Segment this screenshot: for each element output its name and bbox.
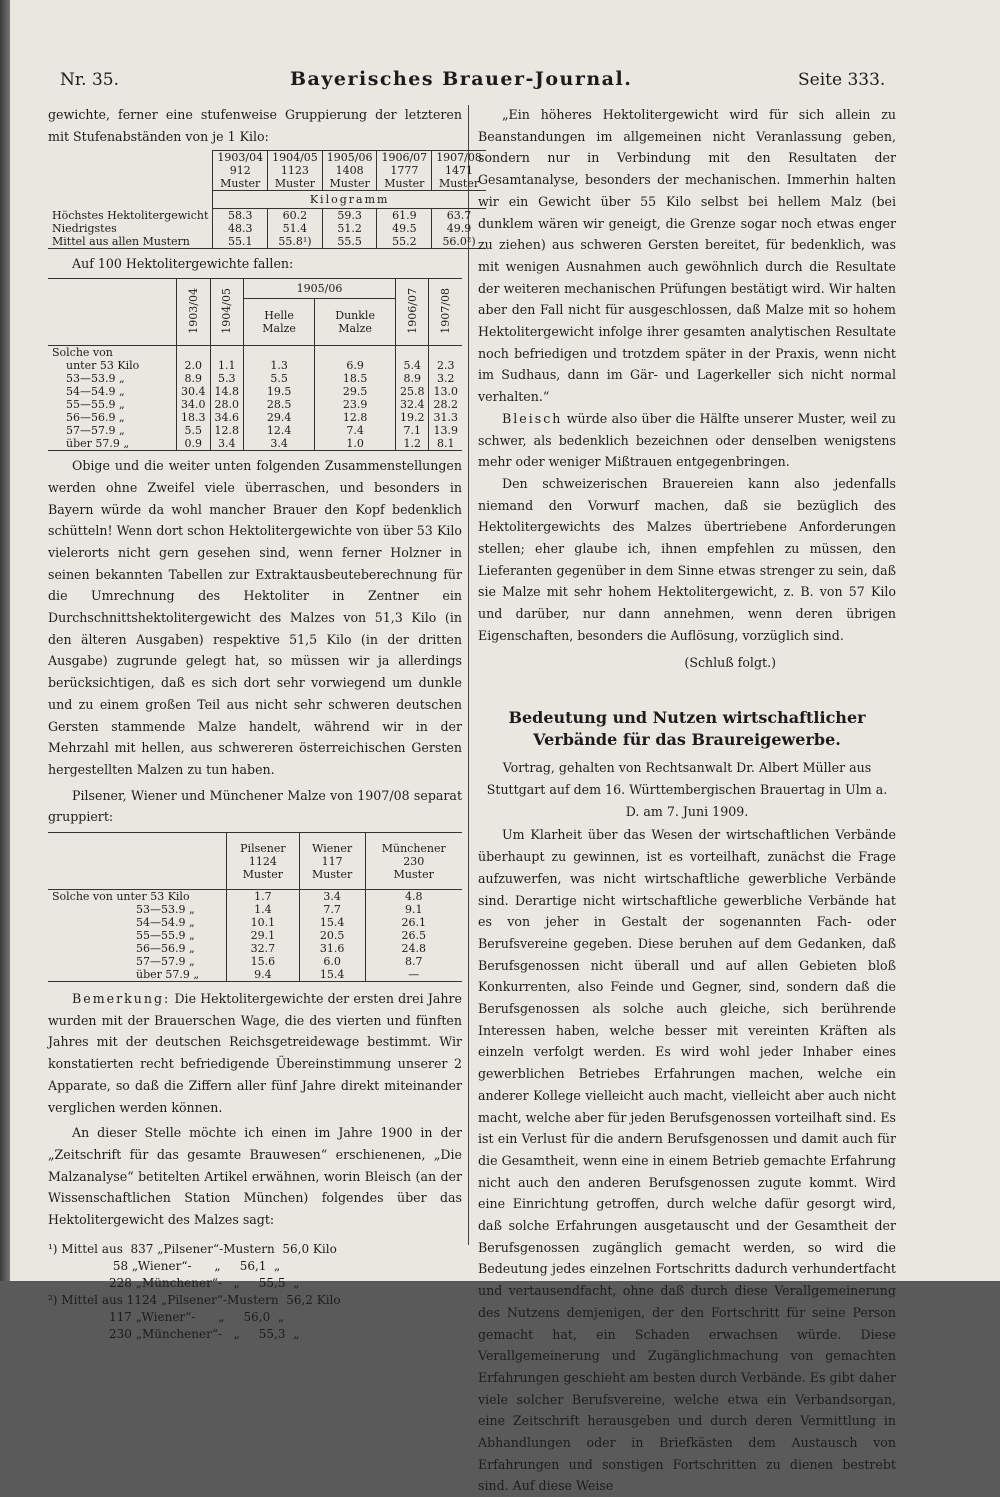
table-row: Mittel aus allen Mustern 55.1 55.8¹) 55.5 55.2 56.0²) (48, 235, 486, 249)
issue-number: Nr. 35. (60, 70, 119, 90)
continued-note: (Schluß folgt.) (684, 654, 776, 670)
table-row: 54—54.9 „ 30.4 14.8 19.5 29.5 25.8 13.0 (48, 385, 462, 398)
sub-header-helle: Helle Malze (244, 298, 315, 345)
footnote-line: 117 „Wiener“- „ 56,0 „ (48, 1309, 285, 1324)
table-row: 56—56.9 „ 18.3 34.6 29.4 12.8 19.2 31.3 (48, 411, 462, 424)
year-header: 1906/07 (405, 287, 419, 334)
page-header (10, 70, 1000, 96)
year-header: 1903/04 (186, 287, 200, 334)
journal-title: Bayerisches Brauer-Journal. (290, 68, 633, 90)
table-row: 55—55.9 „ 29.1 20.5 26.5 (48, 929, 462, 942)
sample-count: 1408 (322, 164, 377, 177)
quote-paragraph: „Ein höheres Hektolitergewicht wird für sich allein zu Beanstandungen im allgemeinen nicht Veranlassung geben, sondern nur in Verbindung mit den Resultaten der Gesamtanalyse, besonders der mechanischen. Immerhin halten wir ein Gewicht über 55 Kilo selbst bei hellem Malz (bei dunklem wären wir geneigt, die Grenze sogar noch etwas enger zu ziehen) aus schweren Gersten bereitet, für bedenklich, was mit wenigen Ausnahmen auch gewöhnlich durch die Resultate der weiteren mechanischen Prüfungen bestätigt wird. Wir halten aber den Fall nicht für ausgeschlossen, daß Malze mit so hohem Hektolitergewicht infolge ihrer gesamten analytischen Resultate noch befriedigen und trotzdem später in der Praxis, wenn nicht im Sudhaus, dann im Gär- und Lagerkeller sich nicht normal verhalten.“ (478, 107, 896, 405)
paragraph: Bleisch würde also über die Hälfte unserer Muster, weil zu schwer, als bedenklich bezeichnen oder denselben wenigstens mehr oder weniger Mißtrauen entgegenbringen. (478, 410, 896, 470)
footnote-line: 58 „Wiener“- „ 56,1 „ (48, 1258, 281, 1273)
intro-text: gewichte, ferner eine stufenweise Gruppierung der letzteren mit Stufenabständen von je 1 Kilo: (48, 107, 462, 144)
year-header: 1905/06 (322, 151, 377, 165)
table-row: über 57.9 „ 0.9 3.4 3.4 1.0 1.2 8.1 (48, 437, 462, 451)
distribution-table (48, 278, 462, 451)
year-header: 1904/05 (220, 287, 234, 334)
table-row: Höchstes Hektolitergewicht 58.3 60.2 59.3 61.9 63.7 (48, 209, 486, 223)
page-number: Seite 333. (798, 70, 886, 90)
unit-muster: Muster (377, 177, 432, 191)
sample-count: 912 (213, 164, 268, 177)
journal-page (10, 0, 1000, 1494)
left-column (48, 104, 482, 1343)
sample-count: 1123 (268, 164, 323, 177)
remark-label: Bemerkung: (72, 991, 171, 1007)
table-row: 56—56.9 „ 32.7 31.6 24.8 (48, 942, 462, 955)
year-header: 1907/08 (432, 151, 486, 165)
table-row: Niedrigstes 48.3 51.4 51.2 49.5 49.9 (48, 222, 486, 235)
year-header: 1907/08 (439, 287, 453, 334)
per-100-heading: Auf 100 Hektolitergewichte fallen: (72, 256, 294, 272)
malt-type-name: Wiener (312, 841, 353, 855)
section-label: Solche von (52, 346, 113, 360)
unit-muster: Muster (268, 177, 323, 191)
article-body: Um Klarheit über das Wesen der wirtschaftlichen Verbände überhaupt zu gewinnen, ist es vorteilhaft, zunächst die Frage aufzuwerfen, was nicht wirtschaftliche gewerbliche Verbände sind. Derartige nicht wirtschaftliche gewerbliche Verbände hat es von jeher in Gestalt der sogenannten Fach- oder Berufsvereine gegeben. Diese beruhen auf dem Gedanken, daß Berufsgenossen nicht überall und auf allen Gebieten bloß Konkurrenten, also Feinde und Gegner, sind, sondern daß die Berufsgenossen als solche auch gleiche, sich berührende Interessen haben, welche besser mit vereinten Kräften als einzeln verfolgt werden. Es wird wohl jeder Inhaber eines gewerblichen Betriebes Erfahrungen machen, welche ein anderer Kollege vielleicht auch macht, vielleicht aber auch nicht macht, welche aber für jeden Berufsgenossen vorteilhaft sind. Es ist ein Verlust für die andern Berufsgenossen und damit auch für die Gesamtheit, wenn eine in einem Betrieb gemachte Erfahrung nicht auch den anderen Berufsgenossen zugute kommt. Wird eine Einrichtung getroffen, durch welche dafür gesorgt wird, daß solche Erfahrungen ausgetauscht und der Gesamtheit der Berufsgenossen zugänglich gemacht werden, so wird die Bedeutung jedes einzelnen Fortschritts dadurch verhundertfacht und vertausendfacht, ohne daß durch diese Verallgemeinerung des Nutzens demjenigen, der den Fortschritt für seine Person gemacht hat, ein Schaden erwachsen würde. Diese Verallgemeinerung und Zugänglichmachung von gemachten Erfahrungen geschieht am besten durch Verbände. Es gibt daher viele solcher Berufsvereine, welche etwa ein Verbandsorgan, eine Zeitschrift herausgeben und durch deren Vermittlung in Abhandlungen oder in Briefkästen dem Austausch von Erfahrungen und sonstigen Fortschritten zu dienen bestrebt sind. Auf diese Weise (478, 827, 897, 1494)
table-row: 54—54.9 „ 10.1 15.4 26.1 (48, 916, 462, 929)
remark-paragraph: Bemerkung: Die Hektolitergewichte der ersten drei Jahre wurden mit der Brauerschen Wage, die des vierten und fünften Jahres mit der deutschen Reichsgetreidewage bestimmt. Wir konstatierten recht befriedigende Übereinstimmung unserer 2 Apparate, so daß die Ziffern aller fünf Jahre direkt miteinander verglichen werden können. (48, 991, 462, 1115)
right-column (478, 104, 896, 1497)
malt-type-name: Pilsener (240, 841, 286, 855)
author-name: Bleisch (502, 410, 563, 426)
malt-type-table: Pilsener 1124 Muster Wiener 117 Muster Münchener 230 Muster Solche von unter 53 Kilo 1.7 3.4 4.8 53—53.9 „ 1.4 7.7 9.1 54—54.9 „ 10.1 15.4 26.1 55—55.9 „ 29.1 20.5 26.5 56—56.9 „ 32.7 31.6 24.8 57—57.9 „ 15.6 6.0 8.7 über 57.9 „ 9.4 15.4 — (48, 832, 462, 982)
sub-header-dunkle: Dunkle Malze (315, 298, 396, 345)
paragraph: An dieser Stelle möchte ich einen im Jahre 1900 in der „Zeitschrift für das gesamte Brauwesen“ erschienenen, „Die Malzanalyse“ betitelten Artikel erwähnen, worin Bleisch (an der Wissenschaftlichen Station München) folgendes über das Hektolitergewicht des Malzes sagt: (48, 1125, 462, 1228)
article-byline: Vortrag, gehalten von Rechtsanwalt Dr. Albert Müller aus Stuttgart auf dem 16. Württembergischen Brauertag in Ulm a. D. am 7. Juni 1909. (486, 760, 888, 819)
unit-muster: Muster (213, 177, 268, 191)
article-title: Bedeutung und Nutzen wirtschaftlicher Verbände für das Braureigewerbe. (508, 708, 866, 750)
sample-count: 1777 (377, 164, 432, 177)
table-row: 57—57.9 „ 5.5 12.8 12.4 7.4 7.1 13.9 (48, 424, 462, 437)
paragraph: Obige und die weiter unten folgenden Zusammenstellungen werden ohne Zweifel viele überraschen, und besonders in Bayern würde da wohl mancher Brauer den Kopf bedenklich schütteln! Wenn dort schon Hektolitergewichte von über 53 Kilo vielerorts nicht gern gesehen sind, wenn ferner Holzner in seinen bekannten Tabellen zur Extraktausbeuteberechnung für die Umrechnung des Hektoliter in Zentner ein Durchschnittshektolitergewicht des Malzes von 51,3 Kilo (in den älteren Ausgaben) respektive 51,5 Kilo (in der dritten Ausgabe) zugrunde gelegt hat, so müssen wir ja allerdings berücksichtigen, daß es sich dort sehr vorwiegend um dunkle und zu einem großen Teil aus nicht sehr schweren deutschen Gersten stammende Malze handelt, während wir in der Mehrzahl mit hellen, aus schwereren österreichischen Gersten hergestellten Malzen zu tun haben. (48, 458, 462, 777)
table-row: Solche von unter 53 Kilo 1.7 3.4 4.8 (48, 890, 462, 904)
footnote-line: 230 „Münchener“- „ 55,3 „ (48, 1326, 300, 1341)
year-header: 1905/06 (244, 279, 396, 299)
table-row: 53—53.9 „ 1.4 7.7 9.1 (48, 903, 462, 916)
footnotes (48, 1241, 462, 1343)
table-row: unter 53 Kilo 2.0 1.1 1.3 6.9 5.4 2.3 (48, 359, 462, 372)
unit-muster: Muster (432, 177, 486, 191)
footnote-line: ¹) Mittel aus 837 „Pilsener“-Mustern 56,0 Kilo (48, 1241, 337, 1256)
year-header: 1906/07 (377, 151, 432, 165)
footnote-line: 228 „Münchener“- „ 55,5 „ (48, 1275, 300, 1290)
malt-type-name: Münchener (381, 841, 446, 855)
table-row: 55—55.9 „ 34.0 28.0 28.5 23.9 32.4 28.2 (48, 398, 462, 411)
year-header: 1904/05 (268, 151, 323, 165)
weight-summary-table (48, 150, 486, 249)
unit-kilogramm: Kilogramm (213, 191, 486, 209)
sample-count: 1471 (432, 164, 486, 177)
column-divider (468, 105, 469, 1245)
page-binding-edge (0, 0, 10, 1281)
unit-muster: Muster (322, 177, 377, 191)
paragraph: Den schweizerischen Brauereien kann also jedenfalls niemand den Vorwurf machen, daß sie bezüglich des Hektolitergewichts des Malzes übertriebene Anforderungen stellen; eher glaube ich, ihnen empfehlen zu müssen, den Lieferanten gegenüber in dem Sinne etwas strenger zu sein, daß sie Malze mit sehr hohem Hektolitergewicht, z. B. von 57 Kilo und darüber, nur dann annehmen, wenn deren übrigen Eigenschaften, besonders die Auflösung, vorzüglich sind. (478, 475, 896, 643)
paragraph: Pilsener, Wiener und Münchener Malze von 1907/08 separat gruppiert: (48, 787, 462, 825)
table-row: über 57.9 „ 9.4 15.4 — (48, 968, 462, 982)
table-row: 53—53.9 „ 8.9 5.3 5.5 18.5 8.9 3.2 (48, 372, 462, 385)
footnote-line: ²) Mittel aus 1124 „Pilsener“-Mustern 56,2 Kilo (48, 1292, 341, 1307)
table-row: 57—57.9 „ 15.6 6.0 8.7 (48, 955, 462, 968)
year-header: 1903/04 (213, 151, 268, 165)
